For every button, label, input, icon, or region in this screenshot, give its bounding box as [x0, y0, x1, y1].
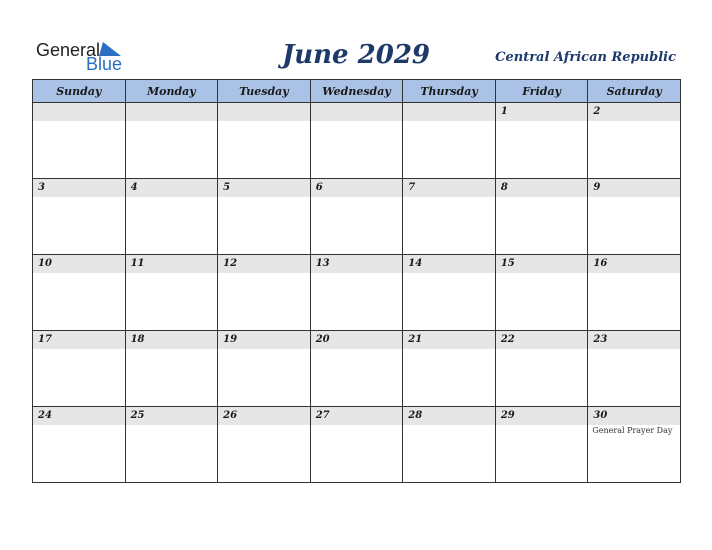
day-number: 24	[38, 410, 52, 421]
day-cell[interactable]	[403, 331, 496, 407]
day-number: 7	[408, 182, 416, 193]
day-cell[interactable]	[33, 103, 126, 179]
day-cell[interactable]	[403, 407, 496, 483]
day-cell[interactable]	[125, 407, 218, 483]
day-number: 4	[130, 182, 138, 193]
day-cell[interactable]	[218, 103, 311, 179]
day-cell[interactable]	[33, 407, 126, 483]
day-number: 10	[38, 258, 52, 269]
day-number-bar	[311, 103, 403, 121]
brand-name-general: General	[36, 40, 101, 60]
day-number: 21	[408, 334, 423, 345]
day-number-bar	[33, 407, 125, 425]
day-cell[interactable]	[218, 255, 311, 331]
day-cell[interactable]	[403, 179, 496, 255]
day-number-bar	[403, 407, 495, 425]
week-row	[33, 407, 681, 483]
day-cell[interactable]	[310, 407, 403, 483]
day-number: 19	[223, 334, 238, 345]
week-row	[33, 331, 681, 407]
day-cell[interactable]	[218, 331, 311, 407]
day-number-bar	[403, 255, 495, 273]
weekday-friday: Friday	[495, 80, 588, 103]
day-number: 27	[315, 410, 330, 421]
day-number: 16	[593, 258, 608, 269]
day-cell[interactable]	[310, 179, 403, 255]
holiday-label: General Prayer Day	[592, 426, 673, 435]
brand-name-blue: Blue	[86, 54, 123, 74]
day-number-bar	[496, 255, 588, 273]
day-number-bar	[588, 255, 680, 273]
day-cell[interactable]	[588, 179, 681, 255]
day-number-bar	[218, 407, 310, 425]
week-row	[33, 179, 681, 255]
day-cell[interactable]	[310, 331, 403, 407]
day-number-bar	[126, 179, 218, 197]
day-cell[interactable]	[588, 103, 681, 179]
day-number-bar	[33, 255, 125, 273]
day-number: 20	[315, 334, 330, 345]
day-number-bar	[496, 407, 588, 425]
day-cell[interactable]	[403, 255, 496, 331]
day-cell[interactable]	[495, 179, 588, 255]
day-number: 9	[593, 182, 601, 193]
day-number: 8	[500, 182, 508, 193]
day-number: 30	[593, 410, 608, 421]
week-row	[33, 255, 681, 331]
day-number: 11	[130, 258, 145, 269]
weekday-thursday: Thursday	[403, 80, 496, 103]
day-number: 3	[38, 182, 45, 193]
day-number: 17	[38, 334, 52, 345]
day-number-bar	[311, 255, 403, 273]
day-cell[interactable]	[218, 407, 311, 483]
day-number: 2	[593, 106, 601, 117]
day-number: 18	[130, 334, 145, 345]
day-number-bar	[126, 331, 218, 349]
day-number: 22	[500, 334, 515, 345]
day-number-bar	[588, 103, 680, 121]
day-number-bar	[311, 179, 403, 197]
country-name: Central African Republic	[495, 50, 676, 65]
day-number-bar	[496, 103, 588, 121]
weekday-saturday: Saturday	[588, 80, 681, 103]
day-cell[interactable]	[588, 331, 681, 407]
day-number-bar	[218, 103, 310, 121]
weekday-header-row	[33, 80, 681, 103]
day-cell[interactable]	[403, 103, 496, 179]
day-number-bar	[311, 407, 403, 425]
day-cell[interactable]	[495, 255, 588, 331]
calendar-title: June 2029	[281, 40, 431, 70]
day-cell[interactable]	[310, 255, 403, 331]
day-number: 13	[315, 258, 330, 269]
day-number-bar	[218, 179, 310, 197]
day-number-bar	[496, 179, 588, 197]
day-cell[interactable]	[218, 179, 311, 255]
day-cell[interactable]	[495, 103, 588, 179]
day-number-bar	[33, 331, 125, 349]
weekday-sunday: Sunday	[33, 80, 126, 103]
day-number: 15	[500, 258, 515, 269]
day-number-bar	[126, 103, 218, 121]
day-cell[interactable]	[33, 255, 126, 331]
day-number-bar	[588, 179, 680, 197]
day-cell[interactable]	[33, 179, 126, 255]
day-number-bar	[588, 331, 680, 349]
day-number: 14	[408, 258, 423, 269]
day-number-bar	[33, 179, 125, 197]
day-number-bar	[403, 331, 495, 349]
day-cell[interactable]	[495, 407, 588, 483]
day-number-bar	[403, 179, 495, 197]
day-number-bar	[33, 103, 125, 121]
day-number-bar	[496, 331, 588, 349]
day-number-bar	[218, 331, 310, 349]
day-number-bar	[126, 407, 218, 425]
day-cell[interactable]	[125, 179, 218, 255]
day-cell[interactable]	[588, 407, 681, 483]
weekday-wednesday: Wednesday	[310, 80, 403, 103]
day-number: 12	[223, 258, 238, 269]
weekday-monday: Monday	[125, 80, 218, 103]
day-cell[interactable]	[495, 331, 588, 407]
day-cell[interactable]	[33, 331, 126, 407]
day-number-bar	[403, 103, 495, 121]
day-number: 28	[408, 410, 423, 421]
day-cell[interactable]	[310, 103, 403, 179]
day-number: 25	[130, 410, 145, 421]
day-number-bar	[588, 407, 680, 425]
week-row	[33, 103, 681, 179]
day-number-bar	[126, 255, 218, 273]
calendar-grid	[32, 79, 681, 483]
day-cell[interactable]	[588, 255, 681, 331]
day-number: 6	[315, 182, 323, 193]
day-cell[interactable]	[125, 255, 218, 331]
day-number-bar	[218, 255, 310, 273]
weekday-tuesday: Tuesday	[218, 80, 311, 103]
day-cell[interactable]	[125, 331, 218, 407]
day-number: 26	[223, 410, 238, 421]
day-number-bar	[311, 331, 403, 349]
day-number: 29	[500, 410, 515, 421]
day-number: 5	[223, 182, 231, 193]
day-number: 1	[500, 106, 508, 117]
day-cell[interactable]	[125, 103, 218, 179]
day-number: 23	[593, 334, 608, 345]
